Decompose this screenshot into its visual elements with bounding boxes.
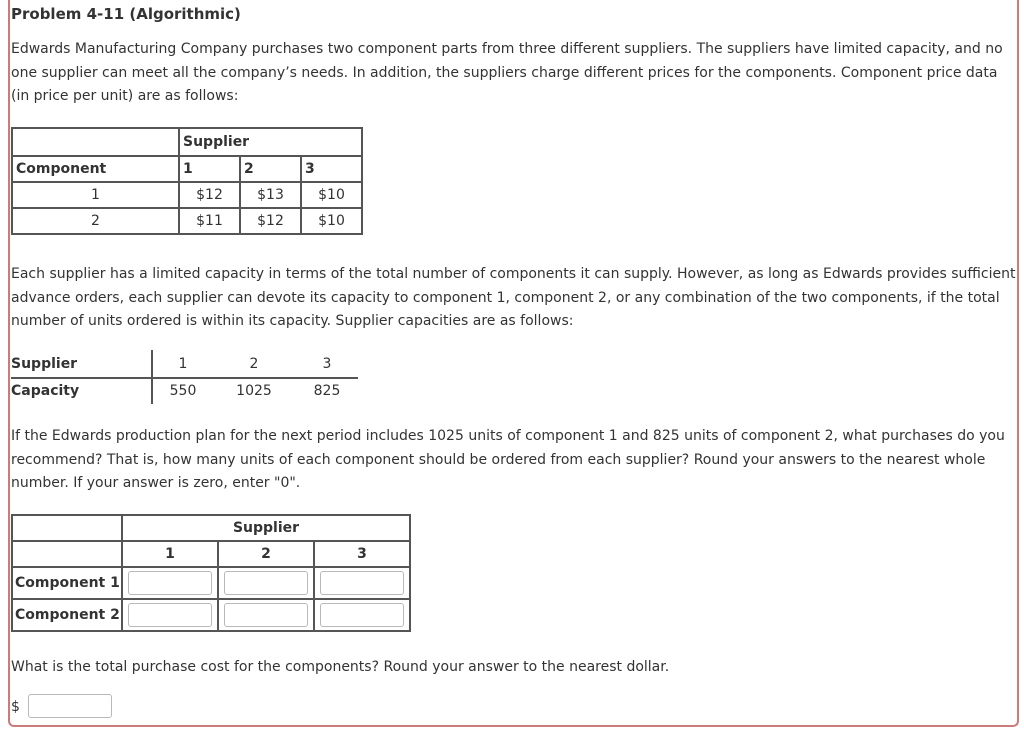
component-2-supplier-3-input[interactable]	[320, 603, 404, 627]
price-table-supplier-1: 1	[179, 156, 240, 182]
table-row	[12, 567, 410, 599]
intro-paragraph: Edwards Manufacturing Company purchases two component parts from three different suppliers. The suppliers have limited capacity, and no one supplier can meet all the company’s needs. In addition, the suppliers charge different prices for the components. Component price data (in price per unit) are as follows:	[11, 41, 1003, 104]
cost-question: What is the total purchase cost for the components? Round your answer to the nearest dollar.	[11, 659, 670, 675]
capacity-capacity-label: Capacity	[11, 383, 80, 399]
price-cell: $13	[240, 182, 301, 208]
component-2-supplier-1-input[interactable]	[128, 603, 212, 627]
answer-supplier-2: 2	[218, 541, 314, 567]
answer-supplier-1: 1	[122, 541, 218, 567]
capacity-supplier-2: 2	[249, 356, 259, 372]
component-1-supplier-3-input[interactable]	[320, 571, 404, 595]
price-table-supplier-2: 2	[240, 156, 301, 182]
capacity-table-hdivider	[11, 377, 358, 379]
capacity-supplier-3: 3	[322, 356, 332, 372]
cost-currency-prefix: $	[11, 699, 20, 715]
table-row	[12, 208, 362, 234]
component-2-supplier-2-input[interactable]	[224, 603, 308, 627]
answer-supplier-3: 3	[314, 541, 410, 567]
price-cell: $10	[301, 208, 362, 234]
table-row	[12, 599, 410, 631]
capacity-value-1: 550	[169, 383, 197, 399]
price-table-corner	[12, 128, 179, 156]
capacity-supplier-label: Supplier	[11, 356, 78, 372]
price-table-supplier-3: 3	[301, 156, 362, 182]
capacity-value-3: 825	[313, 383, 341, 399]
capacity-supplier-1: 1	[178, 356, 188, 372]
component-1-supplier-2-input[interactable]	[224, 571, 308, 595]
price-row-component: 1	[12, 182, 179, 208]
price-table-supplier-header: Supplier	[179, 128, 362, 156]
table-row	[12, 182, 362, 208]
price-cell: $12	[240, 208, 301, 234]
total-cost-input[interactable]	[28, 694, 112, 718]
answer-table	[11, 514, 411, 632]
answer-table-supplier-header: Supplier	[122, 515, 410, 541]
problem-title: Problem 4-11 (Algorithmic)	[11, 5, 241, 23]
capacity-value-2: 1025	[236, 383, 272, 399]
price-row-component: 2	[12, 208, 179, 234]
price-cell: $10	[301, 182, 362, 208]
question-paragraph: If the Edwards production plan for the next period includes 1025 units of component 1 and 825 units of component 2, what purchases do you recommend? That is, how many units of each component should be ordered from each supplier? Round your answers to the nearest whole number. If your answer is zero, enter "0".	[11, 428, 1005, 491]
answer-row-label: Component 2	[12, 599, 122, 631]
answer-table-corner	[12, 515, 122, 541]
component-1-supplier-1-input[interactable]	[128, 571, 212, 595]
capacity-intro-paragraph: Each supplier has a limited capacity in terms of the total number of components it can supply. However, as long as Edwards provides sufficient advance orders, each supplier can devote its capacity to component 1, component 2, or any combination of the two components, if the total number of units ordered is within its capacity. Supplier capacities are as follows:	[11, 266, 1016, 329]
answer-row-label: Component 1	[12, 567, 122, 599]
price-table	[11, 127, 363, 235]
price-table-component-header: Component	[12, 156, 179, 182]
price-cell: $11	[179, 208, 240, 234]
answer-table-blank	[12, 541, 122, 567]
price-cell: $12	[179, 182, 240, 208]
